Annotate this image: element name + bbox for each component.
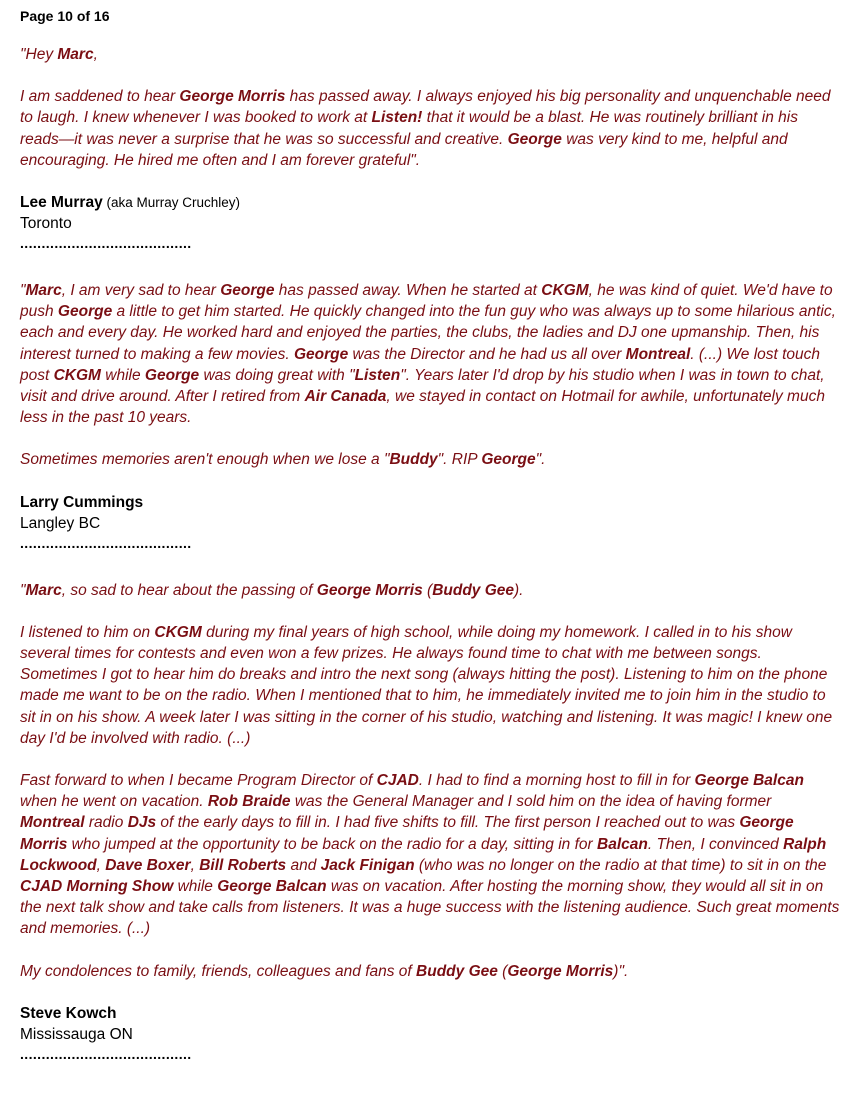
emphasized-name: Buddy <box>389 451 438 469</box>
emphasized-name: George Morris <box>20 814 794 853</box>
author-location: Toronto <box>20 215 72 233</box>
dotted-separator: ........................................ <box>20 235 192 252</box>
tribute-text: ". Years later I'd drop by his studio when I was in town to chat, visit and drive around. After I retired from <box>20 366 825 406</box>
emphasized-name: George Balcan <box>217 878 327 896</box>
tribute-text: , <box>93 46 98 63</box>
emphasized-name: George <box>293 345 349 363</box>
author-name: Steve Kowch <box>20 1004 117 1022</box>
author-name: Larry Cummings <box>20 493 144 511</box>
tribute-list <box>20 44 840 1063</box>
emphasized-name: CJAD Morning Show <box>20 878 174 896</box>
tribute-text: , so sad to hear about the passing of <box>61 581 317 599</box>
tribute-paragraph <box>20 86 840 171</box>
tribute-text: Sometimes memories aren't enough when we lose a " <box>20 451 390 469</box>
tribute-text: has passed away. I always enjoyed his big personality and unquenchable need to laugh. I knew whenever I was booked to work at <box>20 88 831 127</box>
emphasized-name: George Balcan <box>694 772 804 790</box>
tribute-text: . (...) We lost touch post <box>20 345 821 384</box>
tribute-text: was on vacation. After hosting the morning show, they would all sit in on the next talk show and take calls from listeners. It was a huge success with the listening audience. Such great moments and memories. (...) <box>20 878 840 938</box>
tribute-text: ( <box>422 581 433 599</box>
author-name: Lee Murray <box>20 194 103 212</box>
emphasized-name: George <box>220 282 275 300</box>
tribute-text: a little to get him started. He quickly changed into the fun guy who was always up to some hilarious antic, each and every day. He worked hard and enjoyed the parties, the clubs, the ladies and DJ one upmanship. Then, his interest turned to making a few movies. <box>20 303 836 363</box>
emphasized-name: Listen <box>354 366 401 384</box>
emphasized-name: Jack Finigan <box>320 856 415 874</box>
emphasized-name: George Morris <box>179 88 286 106</box>
tribute-text: who jumped at the opportunity to be back on the radio for a day, sitting in for <box>67 835 597 853</box>
emphasized-name: CKGM <box>541 282 589 300</box>
tribute-text: ". <box>535 451 546 469</box>
tribute-text: Fast forward to when I became Program Director of <box>20 772 377 790</box>
tribute-text: I am saddened to hear <box>20 88 180 106</box>
tribute-text: My condolences to family, friends, colleagues and fans of <box>20 962 417 980</box>
tribute-paragraph <box>20 770 840 940</box>
tribute-text: while <box>173 878 218 896</box>
author-location: Langley BC <box>20 514 101 532</box>
emphasized-name: Listen! <box>371 109 423 127</box>
tribute-text: , <box>190 856 200 874</box>
tribute-text: , we stayed in contact on Hotmail for awhile, unfortunately much less in the past 10 years. <box>20 388 825 427</box>
tribute-text: " <box>20 282 26 300</box>
tribute-text: was the Director and he had us all over <box>348 345 626 363</box>
emphasized-name: George <box>57 303 113 321</box>
tribute-text: when he went on vacation. <box>20 793 208 811</box>
tribute-text: ). <box>514 581 524 599</box>
emphasized-name: Dave Boxer <box>105 856 191 874</box>
tribute-text: " <box>20 581 26 599</box>
tribute-paragraph <box>20 961 840 982</box>
tribute-text: that it would be a blast. He was routinely brilliant in his reads—it was never a surprise that he was so successful and creative. <box>20 109 798 148</box>
emphasized-name: George <box>507 130 562 148</box>
tribute-text: during my final years of high school, while doing my homework. I called in to his show several times for contests and even won a few prizes. He always found time to chat with me between songs. Sometimes I got to hear him do breaks and intro the next song (always hitting the post). Listening to him on the phone made me want to be on the radio. When I mentioned that to him, he immediately invited me to join him in the studio to sit in on his show. A week later I was sitting in the corner of his studio, watching and listening. It was magic! I knew one day I'd be involved with radio. (...) <box>20 623 833 747</box>
dotted-separator: ........................................ <box>20 1045 192 1062</box>
tribute-text: was doing great with " <box>199 366 355 384</box>
emphasized-name: Balcan <box>597 835 648 853</box>
tribute-text: while <box>100 366 145 384</box>
emphasized-name: Rob Braide <box>207 793 291 811</box>
emphasized-name: Marc <box>25 581 62 599</box>
tribute-text: . I had to find a morning host to fill in for <box>418 772 695 790</box>
page-number-header: Page 10 of 16 <box>20 8 110 24</box>
tribute-text: )". <box>613 962 629 980</box>
tribute-text: ". RIP <box>437 451 482 469</box>
tribute-paragraph <box>20 622 840 749</box>
tribute-text: and <box>286 856 321 874</box>
emphasized-name: Ralph Lockwood <box>20 835 827 874</box>
emphasized-name: CJAD <box>376 772 419 790</box>
emphasized-name: Marc <box>57 46 94 63</box>
author-alias: (aka Murray Cruchley) <box>102 195 240 211</box>
tribute-entry <box>20 580 840 1063</box>
tribute-paragraph <box>20 44 840 65</box>
tribute-text: "Hey <box>20 46 58 63</box>
emphasized-name: Marc <box>25 282 62 300</box>
emphasized-name: George Morris <box>316 581 423 599</box>
tribute-text: was the General Manager and I sold him on the idea of having former <box>290 793 772 811</box>
tribute-text: , <box>96 856 106 874</box>
author-line <box>20 492 840 513</box>
tribute-text: ( <box>497 962 508 980</box>
tribute-text: I listened to him on <box>20 623 155 641</box>
author-line <box>20 192 840 213</box>
emphasized-name: DJs <box>127 814 157 832</box>
tribute-text: has passed away. When he started at <box>274 282 542 300</box>
author-location: Mississauga ON <box>20 1025 133 1043</box>
emphasized-name: CKGM <box>154 623 202 641</box>
tribute-text: of the early days to fill in. I had five shifts to fill. The first person I reached out to was <box>156 814 740 832</box>
tribute-paragraph <box>20 580 840 601</box>
tribute-text: . Then, I convinced <box>647 835 784 853</box>
emphasized-name: CKGM <box>53 366 101 384</box>
emphasized-name: Air Canada <box>304 388 387 406</box>
author-line <box>20 1003 840 1024</box>
emphasized-name: Buddy Gee <box>416 962 498 980</box>
tribute-text: , I am very sad to hear <box>61 282 221 300</box>
tribute-text: was very kind to me, helpful and encouraging. He hired me often and I am forever grateful". <box>20 130 788 169</box>
emphasized-name: Montreal <box>20 814 85 832</box>
emphasized-name: George Morris <box>507 962 614 980</box>
tribute-text: radio <box>84 814 128 832</box>
tribute-text: , he was kind of quiet. We'd have to push <box>20 282 833 321</box>
emphasized-name: George <box>144 366 200 384</box>
emphasized-name: George <box>481 451 536 469</box>
dotted-separator: ........................................ <box>20 534 192 551</box>
tribute-entry <box>20 44 840 252</box>
tribute-text: (who was no longer on the radio at that time) to sit in on the <box>414 856 827 874</box>
tribute-entry <box>20 280 840 552</box>
emphasized-name: Buddy Gee <box>432 581 515 599</box>
emphasized-name: Bill Roberts <box>199 856 287 874</box>
tribute-paragraph <box>20 280 840 428</box>
emphasized-name: Montreal <box>625 345 691 363</box>
tribute-paragraph <box>20 449 840 470</box>
